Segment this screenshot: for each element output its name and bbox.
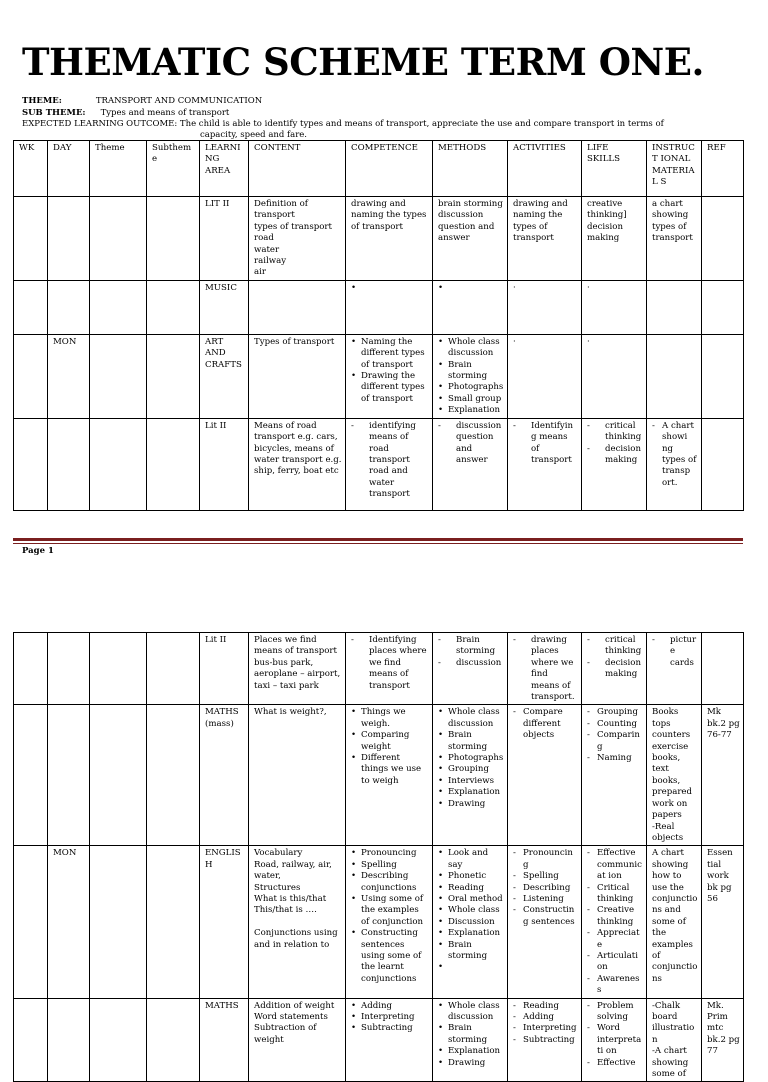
method-item: • Whole class discussion (438, 337, 504, 360)
life-skill-item: - Problem solving (587, 1001, 643, 1024)
area-cell: ART AND CRAFTS (200, 334, 249, 418)
method-item-list (438, 707, 504, 810)
methods-cell (433, 334, 508, 418)
area-cell: ENGLIS H (200, 846, 249, 998)
area-cell: LIT II (200, 197, 249, 281)
page-divider (13, 538, 743, 541)
competence-cell (346, 633, 433, 705)
subtheme-line (22, 108, 229, 119)
method-item: • Photographs (438, 382, 504, 393)
competence-item: - Identifying places where we find means of transport (351, 635, 429, 692)
method-item: • Explanation (438, 928, 504, 939)
header-instructional-materials: INSTRUCT IONAL MATERIAL S (647, 141, 702, 197)
life-skills-cell (582, 998, 647, 1082)
activities-cell: · (508, 280, 582, 334)
activity-item: - Interpreting (513, 1023, 578, 1034)
competence-item-list (351, 1001, 429, 1035)
material-item: - pictur e cards (652, 635, 698, 669)
methods-cell (433, 998, 508, 1082)
life-skill-item-list (587, 707, 643, 764)
activities-cell: · (508, 334, 582, 418)
material-item-list (652, 635, 698, 669)
life-skill-item: - Grouping (587, 707, 643, 718)
content-cell (249, 280, 346, 334)
activity-item: - Constructing sentences (513, 905, 578, 928)
area-cell: MATHS (200, 998, 249, 1082)
scheme-table-1 (13, 140, 744, 511)
content-cell: Places we find means of transport bus-bus park, aeroplane – airport, taxi – taxi park (249, 633, 346, 705)
materials-cell (647, 633, 702, 705)
methods-cell (433, 280, 508, 334)
life-skill-item: - Effective communicat ion (587, 848, 643, 882)
header-wk: WK (14, 141, 48, 197)
life-skills-cell (582, 846, 647, 998)
method-item: • Reading (438, 883, 504, 894)
table-row (14, 846, 744, 998)
method-item-list (438, 635, 504, 669)
ref-cell (702, 334, 744, 418)
content-cell: Vocabulary Road, railway, air, water, Structures What is this/that This/that is …. Conjunctions using and in relation to (249, 846, 346, 998)
competence-item: • Interpreting (351, 1012, 429, 1023)
activities-cell: drawing and naming the types of transport (508, 197, 582, 281)
activity-item: - Adding (513, 1012, 578, 1023)
life-skill-item: - Appreciate (587, 928, 643, 951)
table-row (14, 280, 744, 334)
method-item: • Discussion (438, 917, 504, 928)
header-subtheme: Subtheme (147, 141, 200, 197)
life-skill-item: - decision making (587, 444, 643, 467)
content-cell: Definition of transport types of transport road water railway air (249, 197, 346, 281)
life-skill-item: - Awareness (587, 974, 643, 997)
materials-cell: A chart showing how to use the conjunctio ns and some of the examples of conjunctio ns (647, 846, 702, 998)
activity-item-list (513, 848, 578, 928)
activity-item-list (513, 421, 578, 467)
method-item: • Brain storming (438, 940, 504, 963)
method-item-list (438, 1001, 504, 1069)
day-cell: MON (48, 846, 90, 998)
activities-cell (508, 418, 582, 510)
life-skill-item: - Articulation (587, 951, 643, 974)
life-skill-item-list (587, 848, 643, 996)
competence-item: • Naming the different types of transport (351, 337, 429, 371)
activity-item: - Listening (513, 894, 578, 905)
method-item: • Oral method (438, 894, 504, 905)
method-item-list (438, 421, 504, 467)
page-number: Page 1 (22, 546, 54, 556)
competence-item: • Describing conjunctions (351, 871, 429, 894)
method-item: • Whole class discussion (438, 1001, 504, 1024)
ref-cell: Essen tial work bk pg 56 (702, 846, 744, 998)
competence-item: • Adding (351, 1001, 429, 1012)
day-cell (48, 633, 90, 705)
materials-cell (647, 418, 702, 510)
table-row (14, 705, 744, 846)
competence-item-list (351, 337, 429, 405)
method-item: • Grouping (438, 764, 504, 775)
life-skills-cell: · (582, 334, 647, 418)
competence-item: • Using some of the examples of conjunction (351, 894, 429, 928)
activity-item: - Reading (513, 1001, 578, 1012)
method-item: • Whole class discussion (438, 707, 504, 730)
method-item: • Look and say (438, 848, 504, 871)
table-row (14, 334, 744, 418)
header-theme: Theme (90, 141, 147, 197)
competence-item-list (351, 283, 429, 294)
competence-item: • Comparing weight (351, 730, 429, 753)
life-skills-cell (582, 705, 647, 846)
competence-item: - identifying means of road transport road and water transport (351, 421, 429, 501)
method-item-list (438, 848, 504, 973)
ref-cell (702, 633, 744, 705)
content-cell: Addition of weight Word statements Subtraction of weight (249, 998, 346, 1082)
header-row (14, 141, 744, 197)
scheme-table-2 (13, 632, 744, 1082)
competence-cell (346, 705, 433, 846)
method-item: • Explanation (438, 787, 504, 798)
content-cell: Types of transport (249, 334, 346, 418)
method-item: - Brain storming (438, 635, 504, 658)
activities-cell (508, 705, 582, 846)
competence-item-list (351, 707, 429, 787)
page-divider-thin (13, 543, 743, 544)
theme-label: THEME: (22, 96, 62, 106)
day-cell (48, 418, 90, 510)
method-item: • Interviews (438, 776, 504, 787)
activity-item: - Compare different objects (513, 707, 578, 741)
method-item: • Whole class (438, 905, 504, 916)
competence-item: • Different things we use to weigh (351, 753, 429, 787)
method-item: • Small group (438, 394, 504, 405)
competence-item-list (351, 635, 429, 692)
activity-item-list (513, 1001, 578, 1047)
activity-item: - Pronouncing (513, 848, 578, 871)
header-ref: REF (702, 141, 744, 197)
table-row (14, 633, 744, 705)
ref-cell: Mk bk.2 pg 76-77 (702, 705, 744, 846)
header-methods: METHODS (433, 141, 508, 197)
life-skill-item: - decision making (587, 658, 643, 681)
header-competence: COMPETENCE (346, 141, 433, 197)
competence-item: • Things we weigh. (351, 707, 429, 730)
competence-cell (346, 334, 433, 418)
competence-item-list (351, 421, 429, 501)
method-item: - discussion (438, 658, 504, 669)
life-skill-item: - Creative thinking (587, 905, 643, 928)
life-skill-item-list (587, 635, 643, 681)
life-skill-item: - Naming (587, 753, 643, 764)
subtheme-label: SUB THEME: (22, 108, 86, 118)
method-item: • Photographs (438, 753, 504, 764)
life-skills-cell (582, 633, 647, 705)
method-item: • Explanation (438, 405, 504, 416)
activities-cell (508, 846, 582, 998)
life-skill-item: - Counting (587, 719, 643, 730)
activity-item: - Describing (513, 883, 578, 894)
activity-item: - Identifying means of transport (513, 421, 578, 467)
method-item (438, 962, 504, 973)
activity-item-list (513, 707, 578, 741)
materials-cell (647, 334, 702, 418)
competence-item: • Drawing the different types of transport (351, 371, 429, 405)
life-skill-item: - critical thinking (587, 421, 643, 444)
materials-cell (647, 280, 702, 334)
area-cell: Lit II (200, 633, 249, 705)
competence-item: • Constructing sentences using some of the learnt conjunctions (351, 928, 429, 985)
content-cell: What is weight?, (249, 705, 346, 846)
day-cell (48, 705, 90, 846)
method-item-list (438, 337, 504, 417)
competence-cell (346, 846, 433, 998)
ref-cell: Mk. Prim mtc bk.2 pg 77 (702, 998, 744, 1082)
life-skills-cell (582, 418, 647, 510)
header-activities: ACTIVITIES (508, 141, 582, 197)
materials-cell: -Chalk board illustration -A chart showing some of (647, 998, 702, 1082)
method-item: • Explanation (438, 1046, 504, 1057)
material-item-list (652, 421, 698, 489)
method-item: - discussion question and answer (438, 421, 504, 467)
method-item: • Phonetic (438, 871, 504, 882)
table-row (14, 197, 744, 281)
day-cell (48, 280, 90, 334)
method-item (438, 283, 504, 294)
life-skill-item: - critical thinking (587, 635, 643, 658)
competence-cell (346, 280, 433, 334)
method-item: • Drawing (438, 1058, 504, 1069)
day-cell (48, 998, 90, 1082)
methods-cell: brain storming discussion question and answer (433, 197, 508, 281)
material-item: - A chart showi ng types of transp ort. (652, 421, 698, 489)
life-skills-cell: creative thinking] decision making (582, 197, 647, 281)
life-skill-item: - Comparing (587, 730, 643, 753)
subtheme-value: Types and means of transport (100, 108, 230, 118)
methods-cell (433, 705, 508, 846)
activity-item: - drawing places where we find means of transport. (513, 635, 578, 703)
activities-cell (508, 998, 582, 1082)
competence-item-list (351, 848, 429, 985)
document-title: THEMATIC SCHEME TERM ONE. (22, 40, 704, 84)
area-cell: MATHS (mass) (200, 705, 249, 846)
activity-item: - Spelling (513, 871, 578, 882)
competence-item: • Pronouncing (351, 848, 429, 859)
day-cell (48, 197, 90, 281)
header-day: DAY (48, 141, 90, 197)
header-learning-area: LEARNI NG AREA (200, 141, 249, 197)
ref-cell (702, 197, 744, 281)
competence-cell (346, 998, 433, 1082)
competence-item (351, 283, 429, 294)
competence-item: • Subtracting (351, 1023, 429, 1034)
outcome-line-1: EXPECTED LEARNING OUTCOME: The child is able to identify types and means of transport, appreciate the use and compare transport in terms of (22, 119, 664, 129)
theme-value: TRANSPORT AND COMMUNICATION (95, 96, 263, 106)
method-item-list (438, 283, 504, 294)
theme-line (22, 96, 262, 107)
methods-cell (433, 633, 508, 705)
life-skills-cell: · (582, 280, 647, 334)
method-item: • Brain storming (438, 360, 504, 383)
content-cell: Means of road transport e.g. cars, bicycles, means of water transport e.g. ship, ferry, boat etc (249, 418, 346, 510)
methods-cell (433, 846, 508, 998)
life-skill-item: - Critical thinking (587, 883, 643, 906)
materials-cell: a chart showing types of transport (647, 197, 702, 281)
competence-cell (346, 418, 433, 510)
life-skill-item: - Word interpretati on (587, 1023, 643, 1057)
method-item: • Brain storming (438, 1023, 504, 1046)
ref-cell (702, 280, 744, 334)
life-skill-item-list (587, 421, 643, 467)
header-content: CONTENT (249, 141, 346, 197)
area-cell: Lit II (200, 418, 249, 510)
ref-cell (702, 418, 744, 510)
activity-item-list (513, 635, 578, 703)
outcome-line-2: capacity, speed and fare. (200, 130, 308, 140)
life-skill-item-list (587, 1001, 643, 1069)
day-cell: MON (48, 334, 90, 418)
competence-cell: drawing and naming the types of transport (346, 197, 433, 281)
area-cell: MUSIC (200, 280, 249, 334)
methods-cell (433, 418, 508, 510)
activity-item: - Subtracting (513, 1035, 578, 1046)
materials-cell: Books tops counters exercise books, text books, prepared work on papers -Real objects (647, 705, 702, 846)
competence-item: • Spelling (351, 860, 429, 871)
life-skill-item: - Effective (587, 1058, 643, 1069)
method-item: • Brain storming (438, 730, 504, 753)
header-life-skills: LIFE SKILLS (582, 141, 647, 197)
method-item: • Drawing (438, 799, 504, 810)
table-row (14, 998, 744, 1082)
activities-cell (508, 633, 582, 705)
table-row (14, 418, 744, 510)
